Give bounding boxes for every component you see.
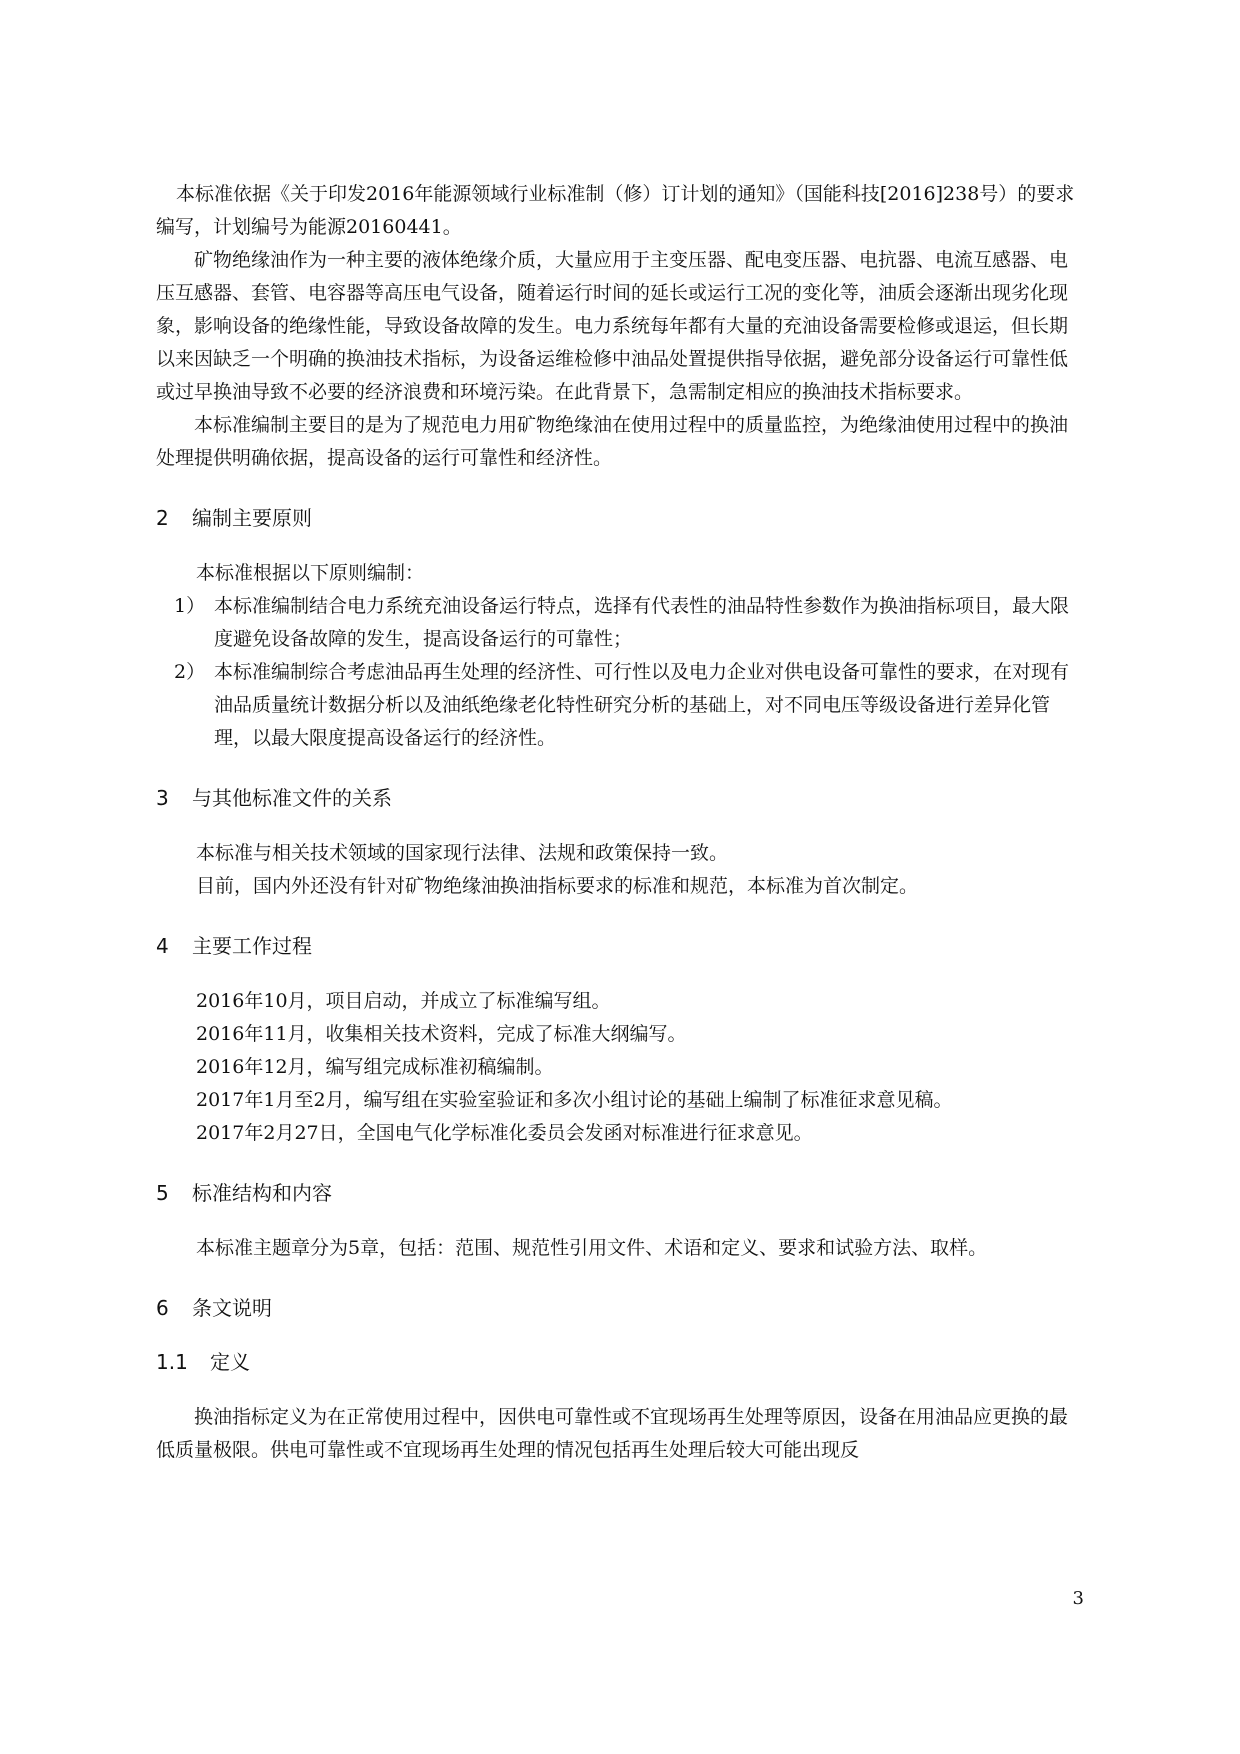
section-heading-2 — [156, 503, 1084, 533]
relation-line: 目前，国内外还没有针对矿物绝缘油换油指标要求的标准和规范，本标准为首次制定。 — [196, 875, 919, 897]
section-title: 编制主要原则 — [192, 506, 312, 530]
section-number: 3 — [156, 786, 169, 810]
document-body — [156, 178, 1084, 1467]
list-item-text: 本标准编制结合电力系统充油设备运行特点，选择有代表性的油品特性参数作为换油指标项目，最大限度避免设备故障的发生，提高设备运行的可靠性； — [214, 595, 1070, 650]
page-number: 3 — [1072, 1588, 1084, 1609]
subsection-heading — [156, 1347, 1084, 1377]
principles-lead: 本标准根据以下原则编制： — [196, 562, 425, 584]
section-heading-3 — [156, 783, 1084, 813]
list-item-number: 2） — [174, 661, 206, 683]
list-item — [156, 590, 1084, 656]
relation-line: 本标准与相关技术领域的国家现行法律、法规和政策保持一致。 — [196, 842, 729, 864]
process-line: 2016年10月，项目启动，并成立了标准编写组。 — [196, 990, 611, 1012]
section-title: 与其他标准文件的关系 — [192, 786, 392, 810]
subsection-number: 1.1 — [156, 1350, 188, 1374]
intro-paragraph-2: 矿物绝缘油作为一种主要的液体绝缘介质，大量应用于主变压器、配电变压器、电抗器、电流互感器、电压互感器、套管、电容器等高压电气设备，随着运行时间的延长或运行工况的变化等，油质会逐渐出现劣化现象，影响设备的绝缘性能，导致设备故障的发生。电力系统每年都有大量的充油设备需要检修或退运，但长期以来因缺乏一个明确的换油技术指标，为设备运维检修中油品处置提供指导依据，避免部分设备运行可靠性低或过早换油导致不必要的经济浪费和环境污染。在此背景下，急需制定相应的换油技术指标要求。 — [156, 249, 1069, 403]
section-heading-4 — [156, 931, 1084, 961]
section-number: 6 — [156, 1296, 169, 1320]
section-title: 条文说明 — [192, 1296, 272, 1320]
section-title: 标准结构和内容 — [192, 1181, 332, 1205]
section-heading-5 — [156, 1178, 1084, 1208]
structure-line: 本标准主题章分为5章，包括：范围、规范性引用文件、术语和定义、要求和试验方法、取样。 — [196, 1237, 988, 1259]
process-line: 2016年12月，编写组完成标准初稿编制。 — [196, 1056, 554, 1078]
process-line: 2016年11月，收集相关技术资料，完成了标准大纲编写。 — [196, 1023, 687, 1045]
section-number: 4 — [156, 934, 169, 958]
section-heading-6 — [156, 1293, 1084, 1323]
list-item — [156, 656, 1084, 755]
process-line: 2017年1月至2月，编写组在实验室验证和多次小组讨论的基础上编制了标准征求意见稿。 — [196, 1089, 953, 1111]
section-number: 5 — [156, 1181, 169, 1205]
list-item-text: 本标准编制综合考虑油品再生处理的经济性、可行性以及电力企业对供电设备可靠性的要求，在对现有油品质量统计数据分析以及油纸绝缘老化特性研究分析的基础上，对不同电压等级设备进行差异化管理，以最大限度提高设备运行的经济性。 — [214, 661, 1070, 749]
process-line: 2017年2月27日，全国电气化学标准化委员会发函对标准进行征求意见。 — [196, 1122, 813, 1144]
list-item-number: 1） — [174, 595, 206, 617]
section-title: 主要工作过程 — [192, 934, 312, 958]
intro-paragraph-3: 本标准编制主要目的是为了规范电力用矿物绝缘油在使用过程中的质量监控，为绝缘油使用过程中的换油处理提供明确依据，提高设备的运行可靠性和经济性。 — [156, 414, 1069, 469]
subsection-title: 定义 — [210, 1350, 250, 1374]
section-number: 2 — [156, 506, 169, 530]
intro-paragraph-1: 本标准依据《关于印发2016年能源领域行业标准制（修）订计划的通知》（国能科技[2016]238号）的要求编写，计划编号为能源20160441。 — [156, 183, 1075, 238]
definition-paragraph: 换油指标定义为在正常使用过程中，因供电可靠性或不宜现场再生处理等原因，设备在用油品应更换的最低质量极限。供电可靠性或不宜现场再生处理的情况包括再生处理后较大可能出现反 — [156, 1406, 1069, 1461]
